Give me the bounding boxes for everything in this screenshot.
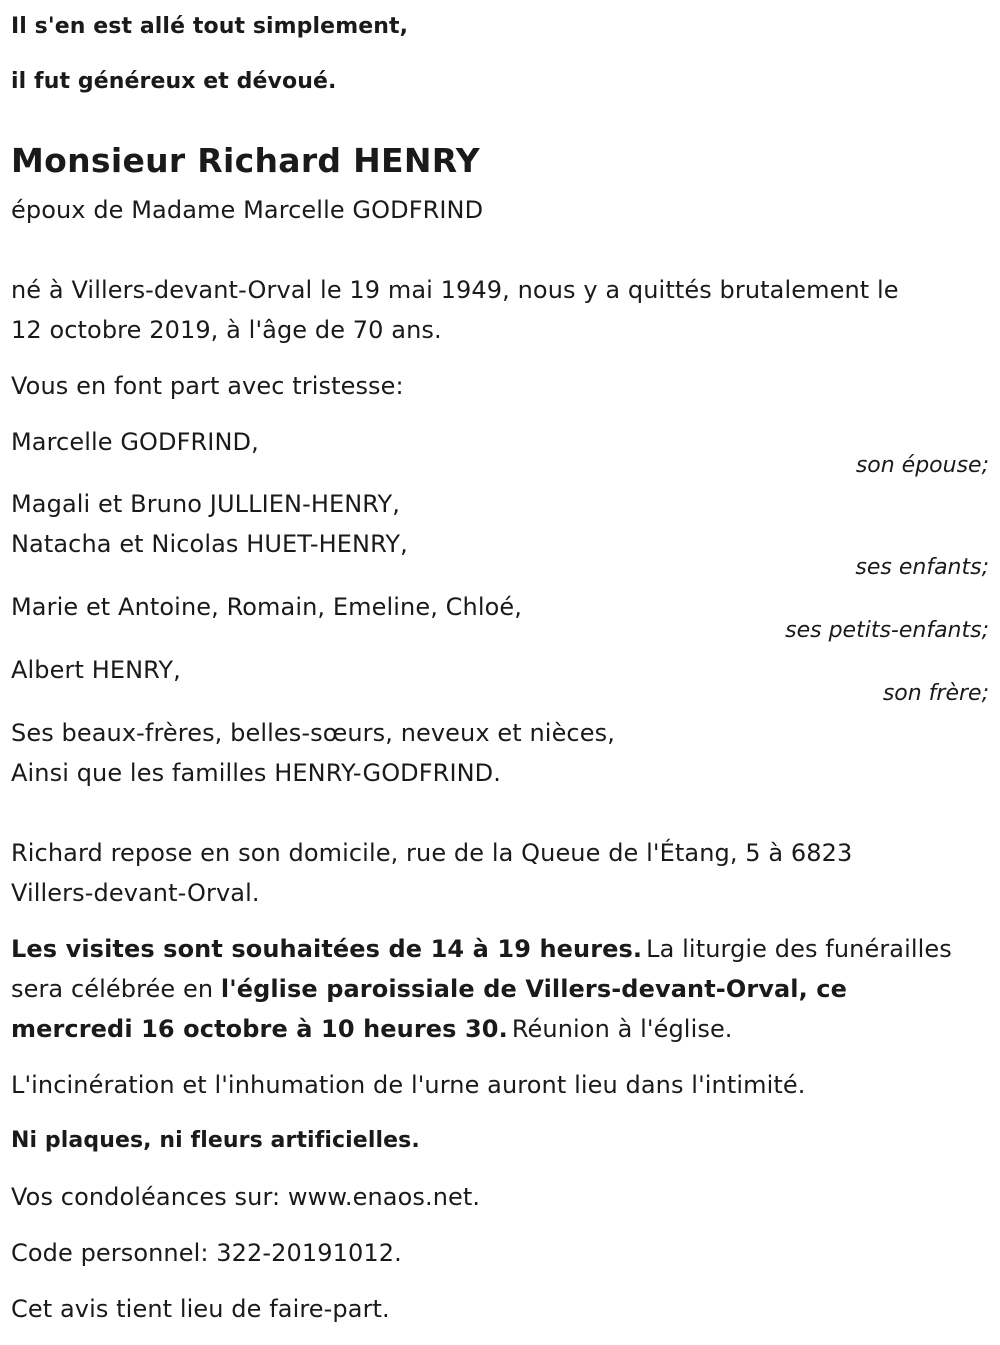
no-flowers-line: Ni plaques, ni fleurs artificielles.	[11, 1128, 420, 1153]
announce-line: Vous en font part avec tristesse:	[11, 372, 404, 400]
church-location: l'église paroissiale de Villers-devant-Orval, ce	[220, 975, 848, 1003]
family-grandchildren-relation: ses petits-enfants;	[785, 618, 989, 643]
family-others-line-2: Ainsi que les familles HENRY-GODFRIND.	[11, 759, 501, 787]
ceremony-line-2	[11, 974, 847, 1004]
family-children-names-2: Natacha et Nicolas HUET-HENRY,	[11, 530, 408, 558]
ceremony-date: mercredi 16 octobre à 10 heures 30.	[11, 1015, 508, 1043]
family-brother-relation: son frère;	[882, 681, 989, 706]
closing-line: Cet avis tient lieu de faire-part.	[11, 1295, 390, 1323]
birth-line-1: né à Villers-devant-Orval le 19 mai 1949, nous y a quittés brutalement le	[11, 276, 899, 304]
meeting-text: Réunion à l'église.	[511, 1015, 733, 1043]
celebration-text: sera célébrée en	[11, 975, 221, 1003]
rest-line-2: Villers-devant-Orval.	[11, 879, 260, 907]
epigraph-line-2: il fut généreux et dévoué.	[11, 69, 337, 94]
family-spouse-names: Marcelle GODFRIND,	[11, 428, 259, 456]
family-spouse-relation: son épouse;	[855, 453, 989, 478]
ceremony-line-1	[11, 934, 952, 964]
deceased-name: Monsieur Richard HENRY	[11, 141, 480, 180]
family-children-relation: ses enfants;	[855, 555, 989, 580]
ceremony-line-3	[11, 1014, 733, 1044]
rest-line-1: Richard repose en son domicile, rue de la Queue de l'Étang, 5 à 6823	[11, 839, 853, 867]
family-children-names-1: Magali et Bruno JULLIEN-HENRY,	[11, 490, 401, 518]
family-grandchildren-names: Marie et Antoine, Romain, Emeline, Chloé,	[11, 593, 522, 621]
condolences-line: Vos condoléances sur: www.enaos.net.	[11, 1183, 481, 1211]
cremation-line: L'incinération et l'inhumation de l'urne auront lieu dans l'intimité.	[11, 1071, 806, 1099]
personal-code-line: Code personnel: 322-20191012.	[11, 1239, 402, 1267]
birth-line-2: 12 octobre 2019, à l'âge de 70 ans.	[11, 316, 442, 344]
epigraph-line-1: Il s'en est allé tout simplement,	[11, 14, 409, 39]
spouse-line: époux de Madame Marcelle GODFRIND	[11, 196, 484, 224]
visits-hours: Les visites sont souhaitées de 14 à 19 heures.	[11, 935, 643, 963]
liturgy-text: La liturgie des funérailles	[646, 935, 952, 963]
family-others-line-1: Ses beaux-frères, belles-sœurs, neveux et nièces,	[11, 719, 615, 747]
family-brother-names: Albert HENRY,	[11, 656, 181, 684]
